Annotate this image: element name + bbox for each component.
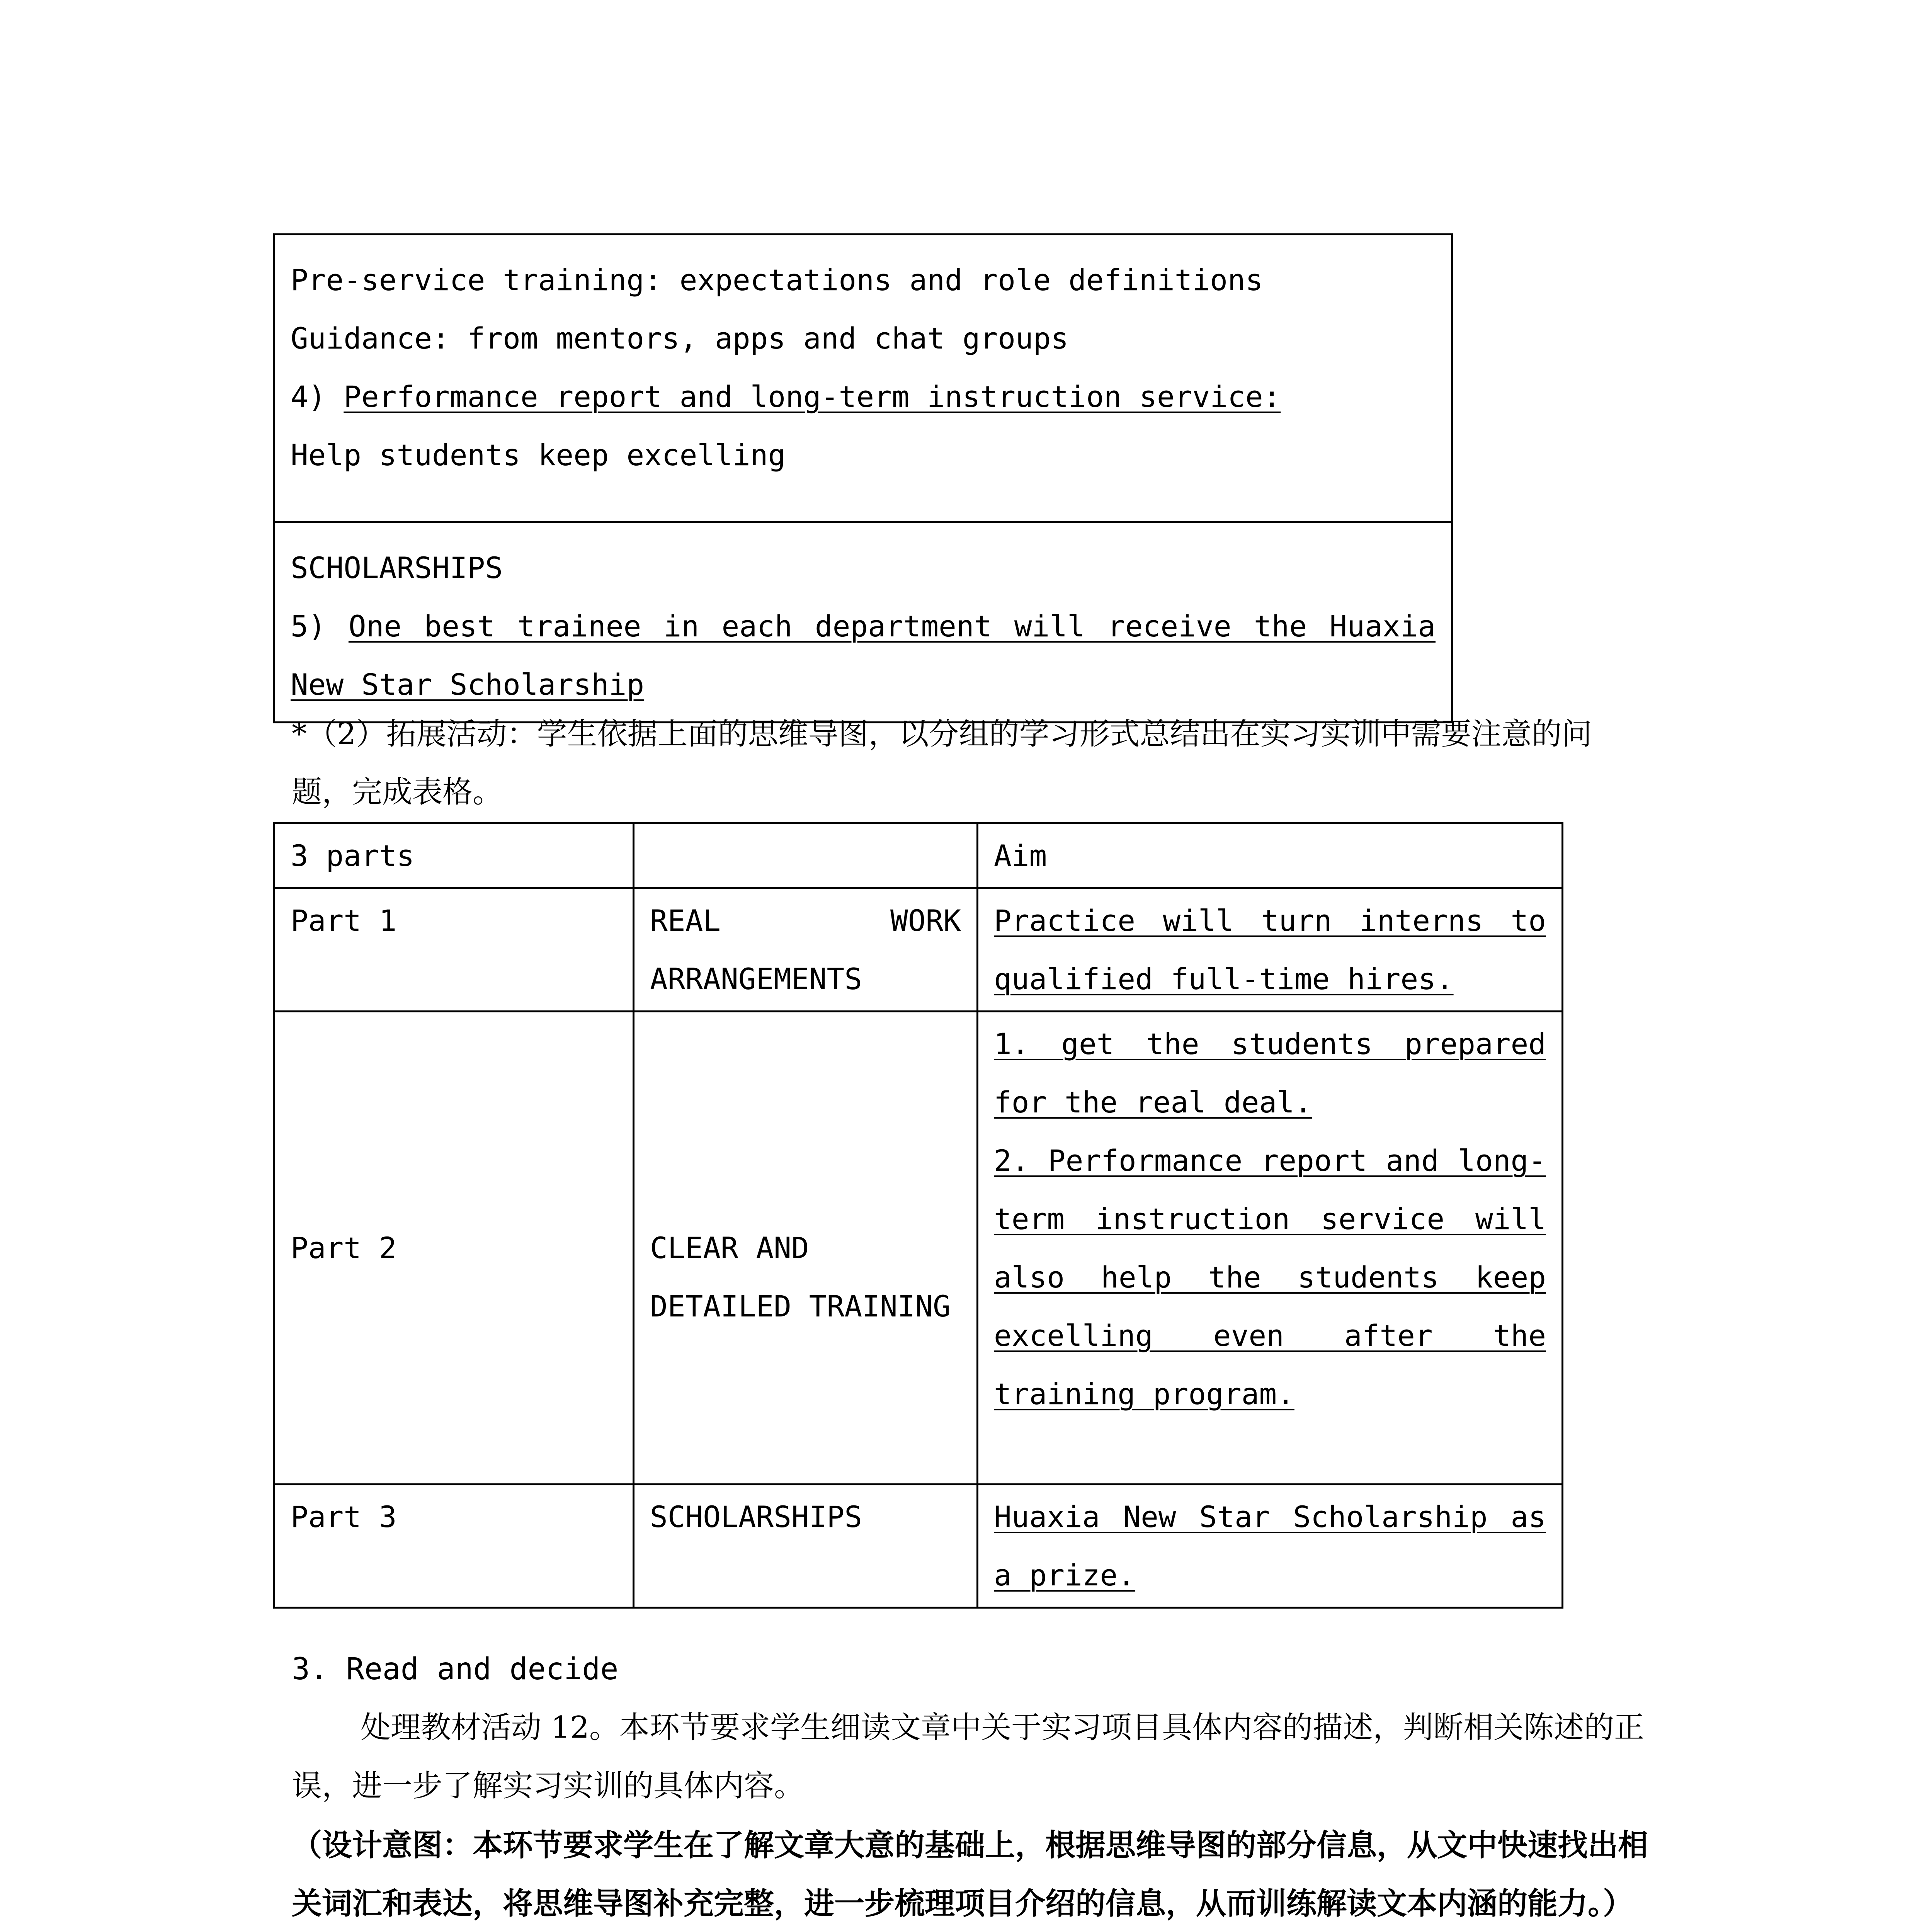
aim-text: 1. get the students prepared for the real deal. bbox=[994, 1027, 1546, 1119]
aim-text: Huaxia New Star Scholarship as a prize. bbox=[994, 1500, 1546, 1592]
header-cell bbox=[634, 823, 978, 888]
design-intent: （设计意图：本环节要求学生在了解文章大意的基础上，根据思维导图的部分信息，从文中快速找出相关词汇和表达，将思维导图补充完整，进一步梳理项目介绍的信息，从而训练解读文本内涵的能力。） bbox=[292, 1828, 1648, 1921]
section-text: CLEAR AND DETAILED TRAINING bbox=[650, 1230, 951, 1323]
answer-4-line bbox=[291, 367, 1436, 426]
table-row bbox=[274, 1012, 1563, 1485]
excelling-line: Help students keep excelling bbox=[291, 438, 786, 472]
section-body: 处理教材活动 12。本环节要求学生细读文章中关于实习项目具体内容的描述，判断相关陈述的正误，进一步了解实习实训的具体内容。 bbox=[292, 1710, 1645, 1803]
part-cell: Part 2 bbox=[274, 1012, 634, 1485]
aim-cell bbox=[978, 1012, 1563, 1485]
answer-4: Performance report and long-term instruction service: bbox=[344, 379, 1281, 414]
aim-cell bbox=[978, 888, 1563, 1012]
scholarship-cell bbox=[274, 522, 1452, 723]
header-cell: 3 parts bbox=[274, 823, 634, 888]
section-cell: REAL WORK ARRANGEMENTS bbox=[634, 888, 978, 1012]
answer-5-line bbox=[291, 597, 1436, 714]
table-header-row bbox=[274, 823, 1563, 888]
training-cell bbox=[274, 235, 1452, 522]
aim-text: Practice will turn interns to qualified full-time hires. bbox=[994, 903, 1546, 996]
part-cell: Part 3 bbox=[274, 1485, 634, 1608]
pre-service-line: Pre-service training: expectations and role definitions bbox=[291, 263, 1263, 297]
part-cell: Part 1 bbox=[274, 888, 634, 1012]
answer-number: 5) bbox=[291, 609, 349, 643]
table-row bbox=[274, 235, 1452, 522]
answer-number: 4) bbox=[291, 379, 344, 414]
table-row bbox=[274, 1485, 1563, 1608]
aim-cell bbox=[978, 1485, 1563, 1608]
section-cell bbox=[634, 1012, 978, 1485]
table-row bbox=[274, 522, 1452, 723]
scholarships-heading: SCHOLARSHIPS bbox=[291, 551, 503, 585]
section-heading: 3. Read and decide bbox=[292, 1652, 619, 1687]
aim-text: 2. Performance report and long-term instruction service will also help the students keep excelling even after the training program. bbox=[994, 1143, 1546, 1411]
parts-table bbox=[273, 822, 1563, 1609]
aim-item bbox=[994, 1131, 1546, 1481]
header-cell: Aim bbox=[978, 823, 1563, 888]
guidance-line: Guidance: from mentors, apps and chat groups bbox=[291, 321, 1069, 355]
section-cell: SCHOLARSHIPS bbox=[634, 1485, 978, 1608]
aim-item bbox=[994, 1015, 1546, 1131]
mind-map-table bbox=[273, 233, 1453, 723]
extension-activity-text: *（2）拓展活动：学生依据上面的思维导图，以分组的学习形式总结出在实习实训中需要注意的问题，完成表格。 bbox=[292, 717, 1592, 810]
table-row bbox=[274, 888, 1563, 1012]
answer-5: One best trainee in each department will receive the Huaxia New Star Scholarship bbox=[291, 609, 1436, 702]
